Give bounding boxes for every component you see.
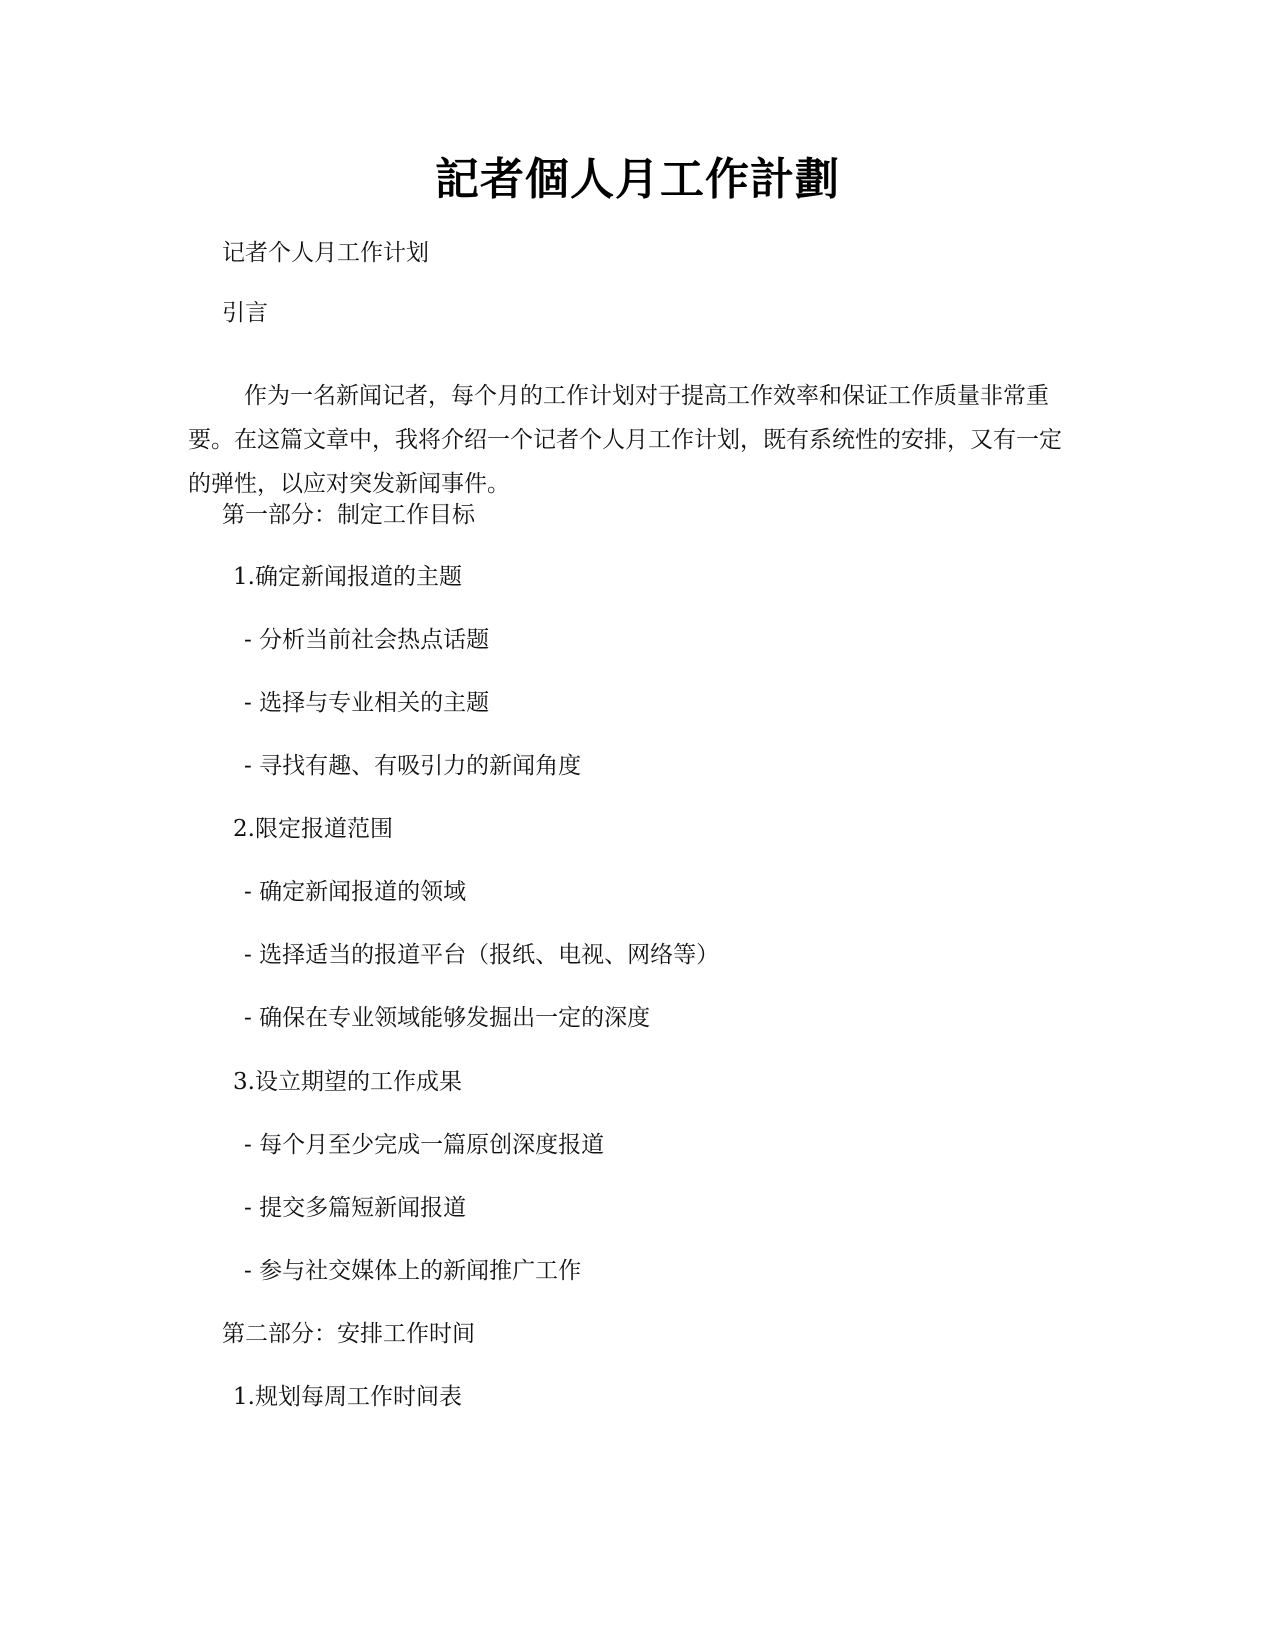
list-item-point: - 选择适当的报道平台（报纸、电视、网络等）: [244, 942, 720, 968]
list-item-point: - 提交多篇短新闻报道: [244, 1195, 467, 1221]
list-item-point: - 确定新闻报道的领域: [244, 879, 467, 905]
list-item-point: - 确保在专业领域能够发掘出一定的深度: [244, 1005, 651, 1031]
intro-heading: 引言: [222, 300, 268, 326]
intro-paragraph-text: 作为一名新闻记者，每个月的工作计划对于提高工作效率和保证工作质量非常重要。在这篇文章中，我将介绍一个记者个人月工作计划，既有系统性的安排，又有一定的弹性，以应对突发新闻事件。: [188, 383, 1062, 497]
list-item-point: - 每个月至少完成一篇原创深度报道: [244, 1132, 605, 1158]
list-item-title: 1.确定新闻报道的主题: [233, 564, 462, 590]
list-item-title: 2.限定报道范围: [233, 816, 393, 842]
list-item-point: - 参与社交媒体上的新闻推广工作: [244, 1258, 582, 1284]
list-item-point: - 寻找有趣、有吸引力的新闻角度: [244, 753, 582, 779]
intro-paragraph: [188, 374, 1078, 506]
list-item-title: 3.设立期望的工作成果: [233, 1069, 462, 1095]
section-heading-part1: 第一部分：制定工作目标: [222, 502, 475, 528]
list-item-point: - 选择与专业相关的主题: [244, 690, 490, 716]
section-heading-part2: 第二部分：安排工作时间: [222, 1321, 475, 1347]
list-item-point: - 分析当前社会热点话题: [244, 627, 490, 653]
document-subtitle: 记者个人月工作计划: [222, 240, 429, 266]
list-item-title: 1.规划每周工作时间表: [233, 1384, 462, 1410]
document-title: 記者個人月工作計劃: [435, 154, 840, 205]
